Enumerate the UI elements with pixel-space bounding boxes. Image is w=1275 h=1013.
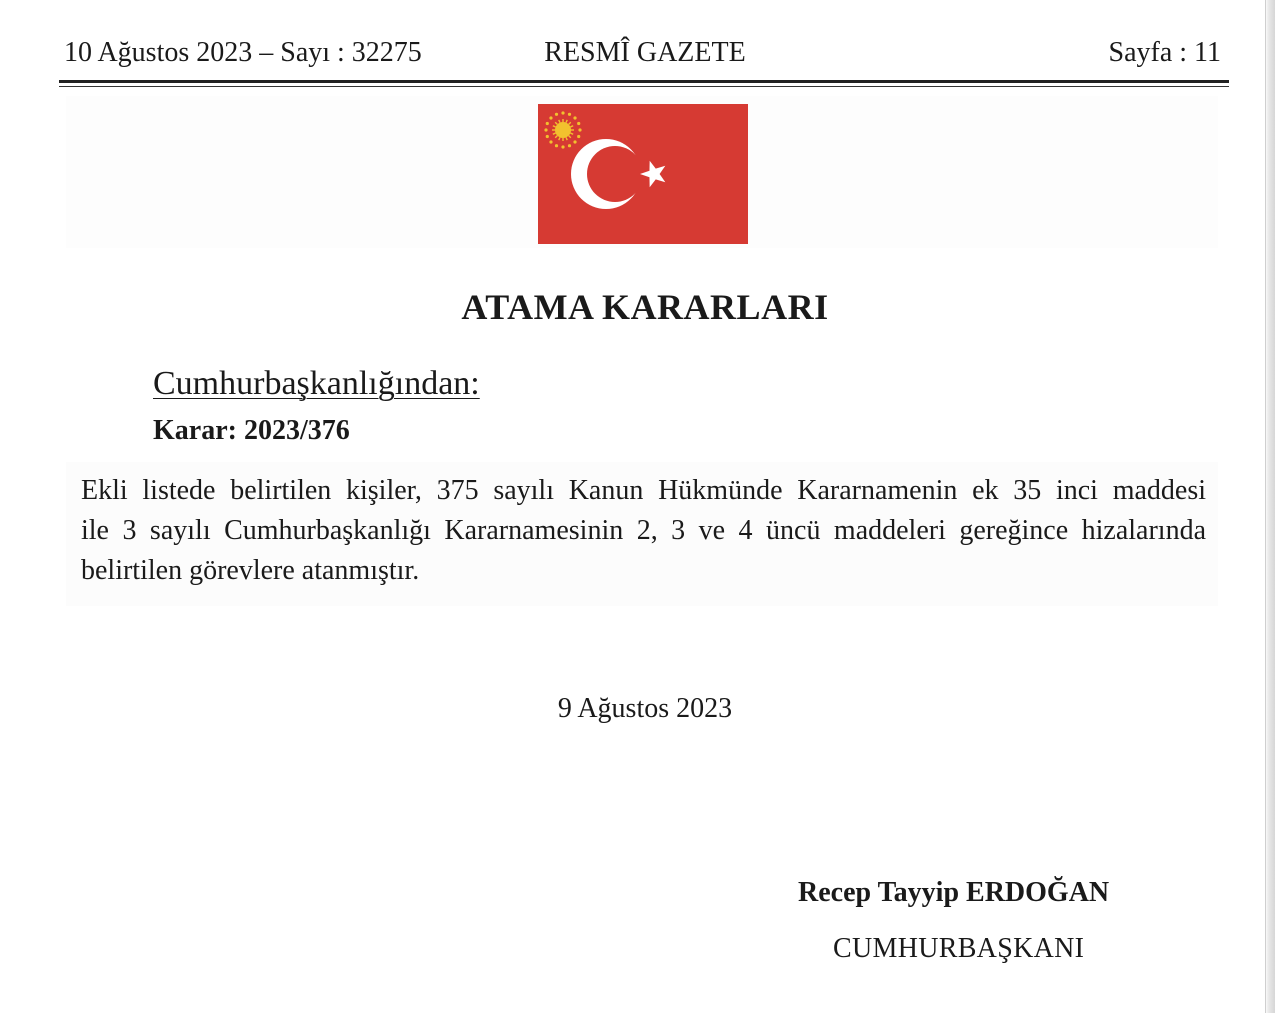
seal-star-icon [546, 135, 549, 138]
turkish-flag-with-presidential-seal-icon [538, 104, 748, 244]
seal-star-icon [546, 122, 549, 125]
body-line-1: Ekli listede belirtilen kişiler, 375 sayılı Kanun Hükmünde Kararnamenin ek 35 inci maddesi [81, 475, 1206, 506]
seal-star-icon [555, 113, 558, 116]
seal-star-icon [561, 145, 564, 148]
body-line-2: ile 3 sayılı Cumhurbaşkanlığı Kararnamesinin 2, 3 ve 4 üncü maddeleri gereğince hizalarında [81, 515, 1206, 546]
seal-star-icon [573, 116, 576, 119]
header-rule-thin [59, 86, 1229, 87]
seal-sun-icon [555, 122, 571, 138]
seal-star-icon [568, 113, 571, 116]
decree-number: Karar: 2023/376 [153, 415, 350, 446]
page-edge-shadow [1265, 0, 1275, 1013]
seal-star-icon [573, 140, 576, 143]
header-page-number: Sayfa : 11 [1108, 37, 1221, 68]
issuing-authority: Cumhurbaşkanlığından: [153, 365, 480, 402]
seal-star-icon [578, 128, 581, 131]
seal-star-icon [544, 128, 547, 131]
body-line-3: belirtilen görevlere atanmıştır. [81, 555, 420, 586]
header-date-issue: 10 Ağustos 2023 – Sayı : 32275 [64, 37, 422, 68]
seal-star-icon [577, 135, 580, 138]
seal-star-icon [555, 144, 558, 147]
seal-star-icon [577, 122, 580, 125]
seal-star-icon [549, 140, 552, 143]
signature-date: 9 Ağustos 2023 [557, 693, 733, 724]
header-publication-title: RESMÎ GAZETE [544, 37, 746, 68]
signatory-title: CUMHURBAŞKANI [833, 933, 1085, 964]
page-edge-line [1265, 0, 1266, 1013]
document-heading: ATAMA KARARLARI [461, 287, 829, 327]
seal-star-icon [568, 144, 571, 147]
seal-star-icon [549, 116, 552, 119]
seal-star-icon [561, 111, 564, 114]
signatory-name: Recep Tayyip ERDOĞAN [798, 877, 1110, 908]
header-rule-thick [59, 80, 1229, 83]
